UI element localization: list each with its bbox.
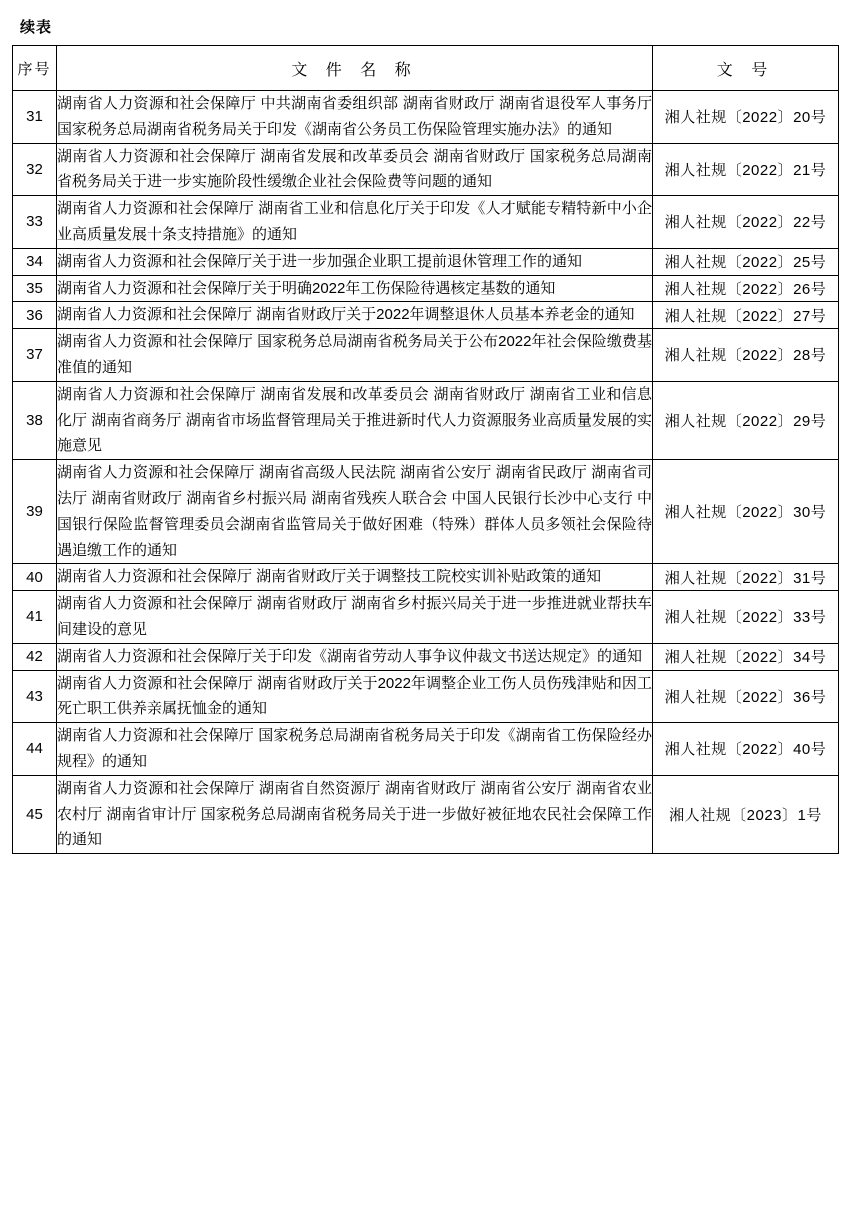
continuation-label: 续表: [20, 19, 53, 36]
row-sequence-number: 37: [13, 329, 57, 382]
row-document-number: 湘人社规〔2022〕26号: [653, 275, 839, 302]
table-row: [13, 460, 839, 564]
row-document-number: 湘人社规〔2022〕36号: [653, 670, 839, 723]
column-header-docno: 文 号: [653, 46, 839, 91]
row-document-number: 湘人社规〔2022〕40号: [653, 723, 839, 776]
row-sequence-number: 43: [13, 670, 57, 723]
row-document-name: 湖南省人力资源和社会保障厅关于进一步加强企业职工提前退休管理工作的通知: [57, 248, 653, 275]
row-document-name: 湖南省人力资源和社会保障厅 湖南省财政厅关于2022年调整退休人员基本养老金的通知: [57, 302, 653, 329]
table-row: [13, 275, 839, 302]
row-document-number: 湘人社规〔2022〕30号: [653, 460, 839, 564]
row-document-name: 湖南省人力资源和社会保障厅关于明确2022年工伤保险待遇核定基数的通知: [57, 275, 653, 302]
row-document-number: 湘人社规〔2022〕27号: [653, 302, 839, 329]
table-row: [13, 196, 839, 249]
row-sequence-number: 39: [13, 460, 57, 564]
row-document-number: 湘人社规〔2022〕31号: [653, 564, 839, 591]
table-row: [13, 643, 839, 670]
row-document-number: 湘人社规〔2022〕20号: [653, 91, 839, 144]
row-document-name: 湖南省人力资源和社会保障厅 湖南省财政厅关于2022年调整企业工伤人员伤残津贴和因工死亡职工供养亲属抚恤金的通知: [57, 670, 653, 723]
row-document-number: 湘人社规〔2022〕22号: [653, 196, 839, 249]
row-document-number: 湘人社规〔2022〕29号: [653, 381, 839, 459]
column-header-seq: 序号: [13, 46, 57, 91]
table-body: [13, 91, 839, 854]
row-document-name: 湖南省人力资源和社会保障厅 国家税务总局湖南省税务局关于公布2022年社会保险缴费基准值的通知: [57, 329, 653, 382]
row-document-number: 湘人社规〔2022〕21号: [653, 143, 839, 196]
table-row: [13, 329, 839, 382]
row-document-name: 湖南省人力资源和社会保障厅 湖南省财政厅关于调整技工院校实训补贴政策的通知: [57, 564, 653, 591]
row-sequence-number: 40: [13, 564, 57, 591]
row-document-name: 湖南省人力资源和社会保障厅 湖南省财政厅 湖南省乡村振兴局关于进一步推进就业帮扶车间建设的意见: [57, 591, 653, 644]
row-document-name: 湖南省人力资源和社会保障厅 国家税务总局湖南省税务局关于印发《湖南省工伤保险经办规程》的通知: [57, 723, 653, 776]
row-sequence-number: 34: [13, 248, 57, 275]
row-document-name: 湖南省人力资源和社会保障厅 湖南省工业和信息化厅关于印发《人才赋能专精特新中小企业高质量发展十条支持措施》的通知: [57, 196, 653, 249]
row-document-number: 湘人社规〔2022〕25号: [653, 248, 839, 275]
table-row: [13, 143, 839, 196]
row-document-name: 湖南省人力资源和社会保障厅 湖南省发展和改革委员会 湖南省财政厅 湖南省工业和信息化厅 湖南省商务厅 湖南省市场监督管理局关于推进新时代人力资源服务业高质量发展的实施意见: [57, 381, 653, 459]
table-row: [13, 775, 839, 853]
row-sequence-number: 38: [13, 381, 57, 459]
table-row: [13, 723, 839, 776]
row-document-name: 湖南省人力资源和社会保障厅 湖南省发展和改革委员会 湖南省财政厅 国家税务总局湖南省税务局关于进一步实施阶段性缓缴企业社会保险费等问题的通知: [57, 143, 653, 196]
row-sequence-number: 35: [13, 275, 57, 302]
table-row: [13, 91, 839, 144]
row-document-number: 湘人社规〔2022〕28号: [653, 329, 839, 382]
row-document-name: 湖南省人力资源和社会保障厅 湖南省自然资源厅 湖南省财政厅 湖南省公安厅 湖南省农业农村厅 湖南省审计厅 国家税务总局湖南省税务局关于进一步做好被征地农民社会保障工作的通知: [57, 775, 653, 853]
table-header-row: [13, 46, 839, 91]
table-row: [13, 564, 839, 591]
table-row: [13, 591, 839, 644]
row-sequence-number: 44: [13, 723, 57, 776]
row-sequence-number: 33: [13, 196, 57, 249]
row-sequence-number: 31: [13, 91, 57, 144]
row-document-number: 湘人社规〔2023〕1号: [653, 775, 839, 853]
row-document-name: 湖南省人力资源和社会保障厅 中共湖南省委组织部 湖南省财政厅 湖南省退役军人事务厅 国家税务总局湖南省税务局关于印发《湖南省公务员工伤保险管理实施办法》的通知: [57, 91, 653, 144]
row-sequence-number: 45: [13, 775, 57, 853]
table-header: [13, 46, 839, 91]
row-sequence-number: 41: [13, 591, 57, 644]
regulations-table: [12, 45, 839, 854]
row-sequence-number: 36: [13, 302, 57, 329]
row-document-name: 湖南省人力资源和社会保障厅 湖南省高级人民法院 湖南省公安厅 湖南省民政厅 湖南省司法厅 湖南省财政厅 湖南省乡村振兴局 湖南省残疾人联合会 中国人民银行长沙中心支行 中国银行保险监督管理委员会湖南省监管局关于做好困难（特殊）群体人员多领社会保险待遇追缴工作的通知: [57, 460, 653, 564]
row-sequence-number: 42: [13, 643, 57, 670]
row-sequence-number: 32: [13, 143, 57, 196]
table-row: [13, 302, 839, 329]
table-row: [13, 248, 839, 275]
row-document-number: 湘人社规〔2022〕34号: [653, 643, 839, 670]
column-header-name: 文 件 名 称: [57, 46, 653, 91]
row-document-name: 湖南省人力资源和社会保障厅关于印发《湖南省劳动人事争议仲裁文书送达规定》的通知: [57, 643, 653, 670]
row-document-number: 湘人社规〔2022〕33号: [653, 591, 839, 644]
table-row: [13, 670, 839, 723]
table-row: [13, 381, 839, 459]
